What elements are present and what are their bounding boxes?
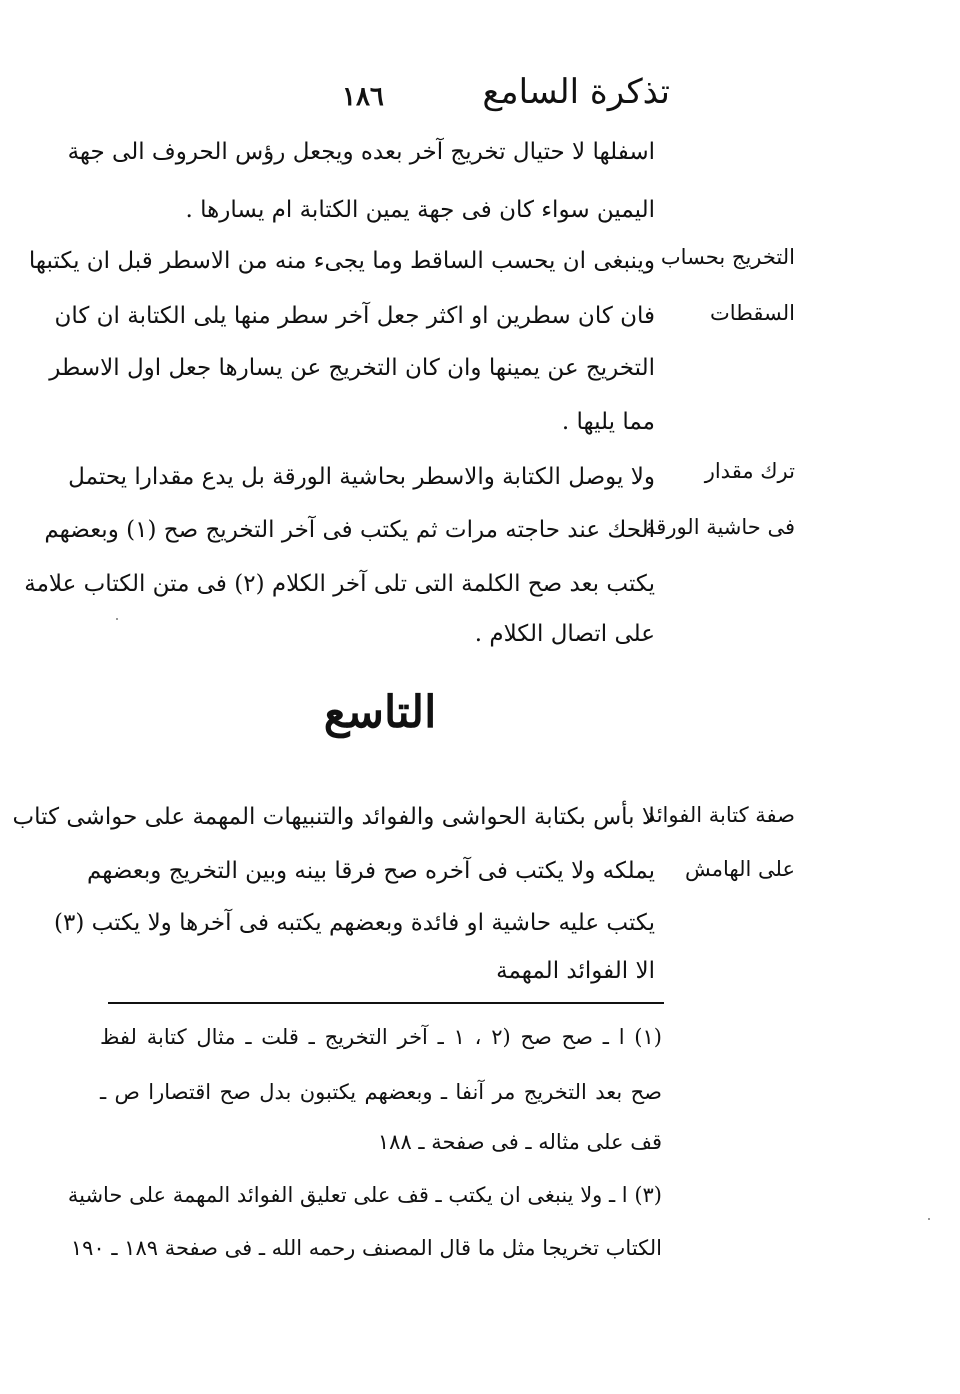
body-line: اليمين سواء كان فى جهة يمين الكتابة ام يسارها . — [185, 197, 655, 223]
scan-speck — [116, 618, 118, 620]
footnote-line: (١) ا ـ صح صح (٢ ، ١ ـ آخر التخريج ـ قلت ـ مثال كتابة لفظ — [100, 1025, 662, 1049]
body-line: وينبغى ان يحسب الساقط وما يجىء منه من الاسطر قبل ان يكتبها — [28, 248, 655, 274]
margin-heading: السقطات — [710, 301, 795, 325]
body-line: يملكه ولا يكتب فى آخره صح فرقا بينه وبين التخريج وبعضهم — [86, 858, 655, 884]
body-line: الحك عند حاجته مرات ثم يكتب فى آخر التخريج صح (١) وبعضهم — [44, 517, 655, 543]
scan-speck — [928, 1218, 930, 1220]
margin-heading: التخريج بحساب — [660, 245, 795, 269]
body-line: اسفلها لا حتيال تخريج آخر بعده ويجعل رؤس الحروف الى جهة — [67, 139, 655, 165]
body-line: يكتب عليه حاشية او فائدة وبعضهم يكتبه فى آخرها ولا يكتب (٣) — [54, 910, 655, 936]
body-line: الا الفوائد المهمة — [496, 958, 655, 984]
section-title: التاسع — [323, 687, 437, 738]
footnote-line: قف على مثاله ـ فى صفحة ـ ١٨٨ — [377, 1130, 662, 1154]
book-title: تذكرة السامع — [482, 72, 670, 112]
footnote-separator — [108, 1002, 664, 1004]
running-header — [330, 72, 670, 122]
footnote-line: (٣) ا ـ ولا ينبغى ان يكتب ـ قف على تعليق الفوائد المهمة على حاشية — [67, 1183, 662, 1207]
footnote-line: الكتاب تخريجا مثل ما قال المصنف رحمه الله ـ فى صفحة ١٨٩ ـ ١٩٠ — [70, 1236, 662, 1260]
body-line: فان كان سطرين او اكثر جعل آخر سطر منها يلى الكتابة ان كان — [54, 303, 655, 329]
body-line: لا بأس بكتابة الحواشى والفوائد والتنبيهات المهمة على حواشى كتاب — [12, 804, 655, 830]
margin-heading: صفة كتابة الفوائد — [645, 803, 795, 827]
page-number: ١٨٦ — [342, 82, 384, 112]
body-line: التخريج عن يمينها وان كان التخريج عن يسارها جعل اول الاسطر — [49, 355, 655, 381]
body-line: مما يليها . — [561, 409, 655, 435]
body-line: ولا يوصل الكتابة والاسطر بحاشية الورقة بل يدع مقدارا يحتمل — [68, 464, 655, 490]
margin-heading: على الهامش — [685, 857, 795, 881]
body-line: يكتب بعد صح الكلمة التى تلى آخر الكلام (٢) فى متن الكتاب علامة — [24, 571, 655, 597]
margin-heading: فى حاشية الورقة — [645, 515, 795, 539]
footnote-line: صح بعد التخريج مر آنفا ـ وبعضهم يكتبون بدل صح اقتصارا ص ـ — [100, 1080, 662, 1104]
margin-heading: ترك مقدار — [704, 459, 795, 483]
body-line: على اتصال الكلام . — [474, 621, 655, 647]
